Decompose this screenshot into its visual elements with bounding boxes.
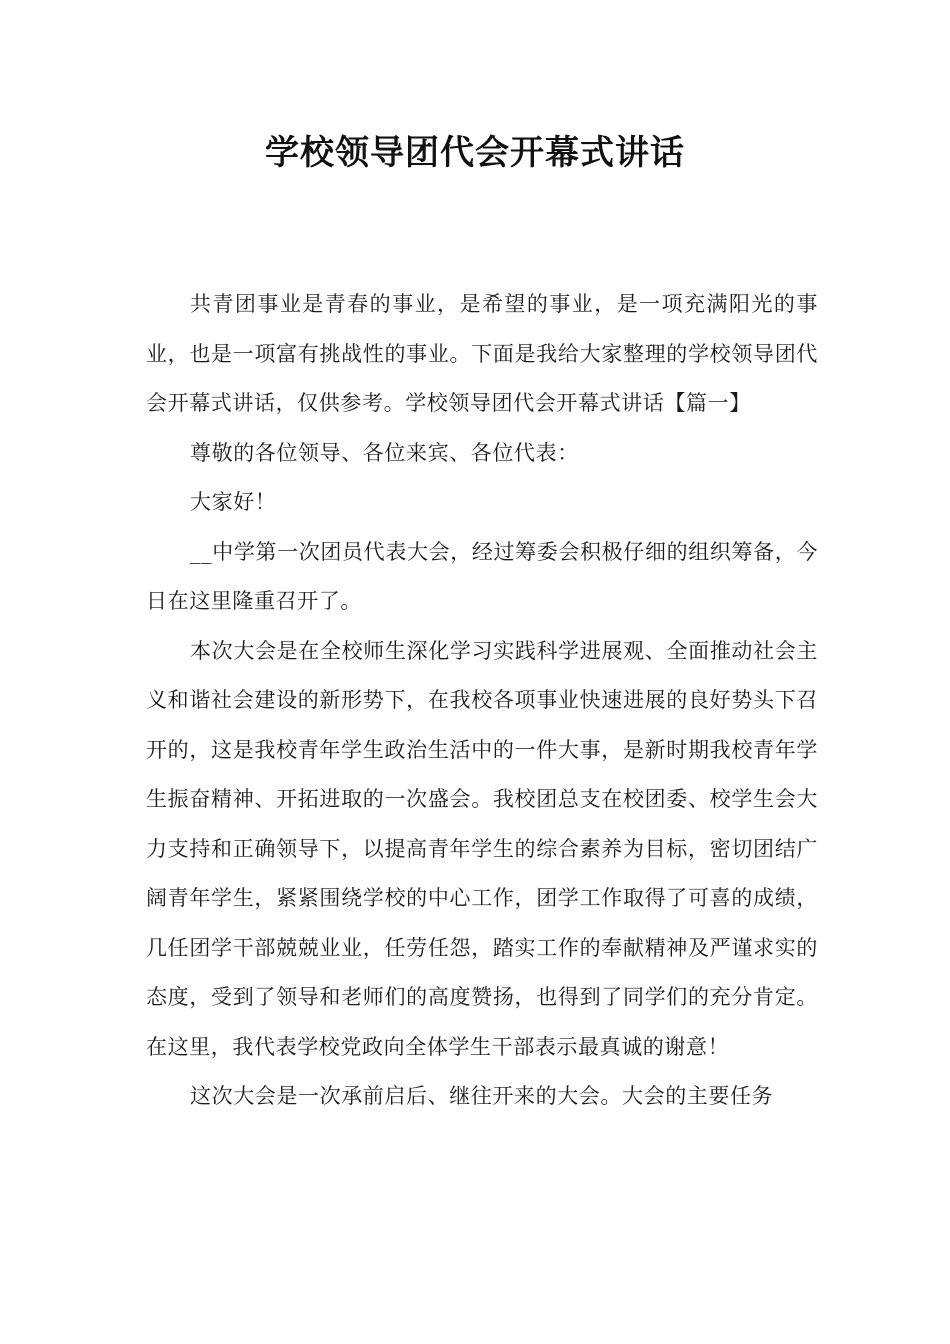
paragraph-greeting: 大家好！ [190, 490, 277, 514]
document-body [146, 280, 818, 1122]
paragraph-task: 这次大会是一次承前启后、继往开来的大会。大会的主要任务 [190, 1084, 774, 1108]
paragraph-salutation: 尊敬的各位领导、各位来宾、各位代表： [190, 440, 579, 465]
document-title: 学校领导团代会开幕式讲话 [265, 133, 685, 173]
paragraph-intro: 共青团事业是青春的事业，是希望的事业，是一项充满阳光的事业，也是一项富有挑战性的事业。下面是我给大家整理的学校领导团代会开幕式讲话，仅供参考。学校领导团代会开幕式讲话【篇一】 [146, 292, 818, 415]
paragraph-opening: __中学第一次团员代表大会，经过筹委会积极仔细的组织筹备，今日在这里隆重召开了。 [146, 539, 818, 613]
paragraph-context: 本次大会是在全校师生深化学习实践科学进展观、全面推动社会主义和谐社会建设的新形势下，在我校各项事业快速进展的良好势头下召开的，这是我校青年学生政治生活中的一件大事，是新时期我校青年学生振奋精神、开拓进取的一次盛会。我校团总支在校团委、校学生会大力支持和正确领导下，以提高青年学生的综合素养为目标，密切团结广阔青年学生，紧紧围绕学校的中心工作，团学工作取得了可喜的成绩，几任团学干部兢兢业业，任劳任怨，踏实工作的奉献精神及严谨求实的态度，受到了领导和老师们的高度赞扬，也得到了同学们的充分肯定。在这里，我代表学校党政向全体学生干部表示最真诚的谢意！ [146, 638, 818, 1059]
